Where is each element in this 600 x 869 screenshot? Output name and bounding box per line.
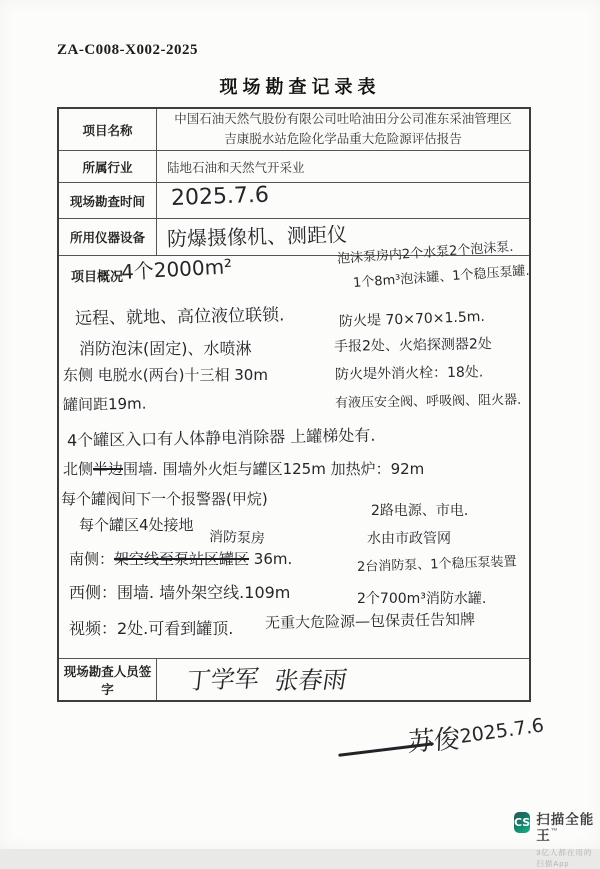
overview-note-right7: 2台消防泵、1个稳压泵装置 — [356, 554, 517, 575]
row-survey-time — [59, 183, 529, 219]
camscanner-icon: CS — [514, 812, 530, 833]
row-project-name — [59, 109, 529, 151]
overview-note-left1: 远程、就地、高位液位联锁. — [74, 305, 285, 329]
overview-note-left3: 东侧 电脱水(两台)十三相 30m — [63, 366, 268, 384]
overview-note-left2: 消防泡沫(固定)、水喷淋 — [79, 339, 252, 358]
south-struck-text: 架空线至泵站区罐区 — [114, 550, 250, 568]
overview-note-right3: 防火堤外消火栓：18处. — [334, 364, 484, 383]
south-prefix: 南侧： — [69, 550, 115, 568]
overview-note-south — [69, 548, 292, 569]
south-suffix: 36m. — [249, 550, 293, 568]
north-struck-text: 半边 — [93, 460, 124, 478]
overview-note-right8: 2个700m³消防水罐. — [357, 591, 487, 607]
scanner-watermark — [514, 812, 600, 869]
survey-time-cell — [157, 183, 529, 218]
survey-record-table — [57, 107, 531, 702]
overview-note-right1: 防火堤 70×70×1.5m. — [338, 308, 486, 330]
overview-note-full6: 无重大危险源—包保责任告知牌 — [264, 610, 476, 632]
watermark-text — [536, 812, 600, 869]
overview-note-right6: 水由市政管网 — [367, 531, 451, 547]
overview-note-right5: 2路电源、市电. — [371, 503, 469, 519]
overview-note-full3b: 消防泵房 — [208, 529, 266, 547]
document-code: ZA-C008-X002-2025 — [57, 42, 198, 58]
signature-row-label: 现场勘查人员签字 — [59, 659, 157, 700]
overview-note-full1: 4个罐区入口有人体静电消除器 上罐梯处有. — [66, 425, 376, 450]
row-overview — [59, 239, 531, 659]
surveyor-signature-1: 丁学军 — [185, 664, 261, 695]
equipment-label: 所用仪器设备 — [59, 219, 157, 255]
overview-headline: 4个2000m² — [120, 254, 233, 284]
north-rest: 围墙. 围墙外火炬与罐区125m 加热炉：92m — [123, 460, 425, 478]
overview-cell — [59, 239, 531, 658]
project-name-value — [157, 109, 529, 150]
overview-note-full5: 视频：2处.可看到罐顶. — [69, 619, 234, 638]
overview-note-full4: 西侧：围墙. 墙外架空线.109m — [69, 583, 291, 602]
overview-note-north — [63, 458, 424, 479]
project-name-line1: 中国石油天然气股份有限公司吐哈油田分公司准东采油管理区 — [174, 112, 512, 127]
survey-time-handwritten: 2025.7.6 — [170, 182, 270, 211]
overview-note-full3a: 每个罐区4处接地 — [79, 516, 194, 534]
survey-time-label: 现场勘查时间 — [59, 183, 157, 218]
project-name-label: 项目名称 — [59, 109, 157, 150]
project-name-line2: 吉康脱水站危险化学品重大危险源评估报告 — [224, 131, 462, 146]
surveyor-signature-2: 张春雨 — [272, 665, 350, 695]
footer-signature: 苏俊 — [407, 724, 461, 759]
watermark-app-name — [536, 812, 600, 844]
overview-note-right-top2: 1个8m³泡沫罐、1个稳压泵罐. — [352, 263, 531, 291]
industry-value-cell — [157, 151, 529, 182]
overview-note-right-top1: 泡沫泵房内2个水泵2个泡沫泵. — [336, 239, 514, 267]
overview-note-right4: 有液压安全阀、呼吸阀、阻火器. — [334, 392, 522, 411]
footer-date: 2025.7.6 — [458, 714, 546, 748]
overview-note-right2: 手报2处、火焰探测器2处 — [333, 336, 492, 355]
overview-note-full2: 每个罐阀间下一个报警器(甲烷) — [61, 490, 268, 508]
watermark-trademark: ™ — [550, 828, 559, 836]
industry-value: 陆地石油和天然气开采业 — [167, 160, 305, 175]
equipment-handwritten: 防爆摄像机、测距仪 — [166, 222, 348, 251]
overview-label: 项目概况 — [71, 269, 124, 284]
row-industry — [59, 151, 529, 183]
north-prefix: 北侧 — [63, 460, 94, 478]
signature-cell — [157, 659, 529, 700]
row-signatures — [59, 659, 529, 700]
watermark-tagline: 3亿人都在用的扫描App — [536, 848, 593, 869]
watermark-app-name-text: 扫描全能王 — [536, 812, 595, 844]
overview-note-left4: 罐间距19m. — [62, 394, 147, 414]
industry-label: 所属行业 — [59, 151, 157, 182]
form-title: 现场勘查记录表 — [219, 77, 381, 97]
